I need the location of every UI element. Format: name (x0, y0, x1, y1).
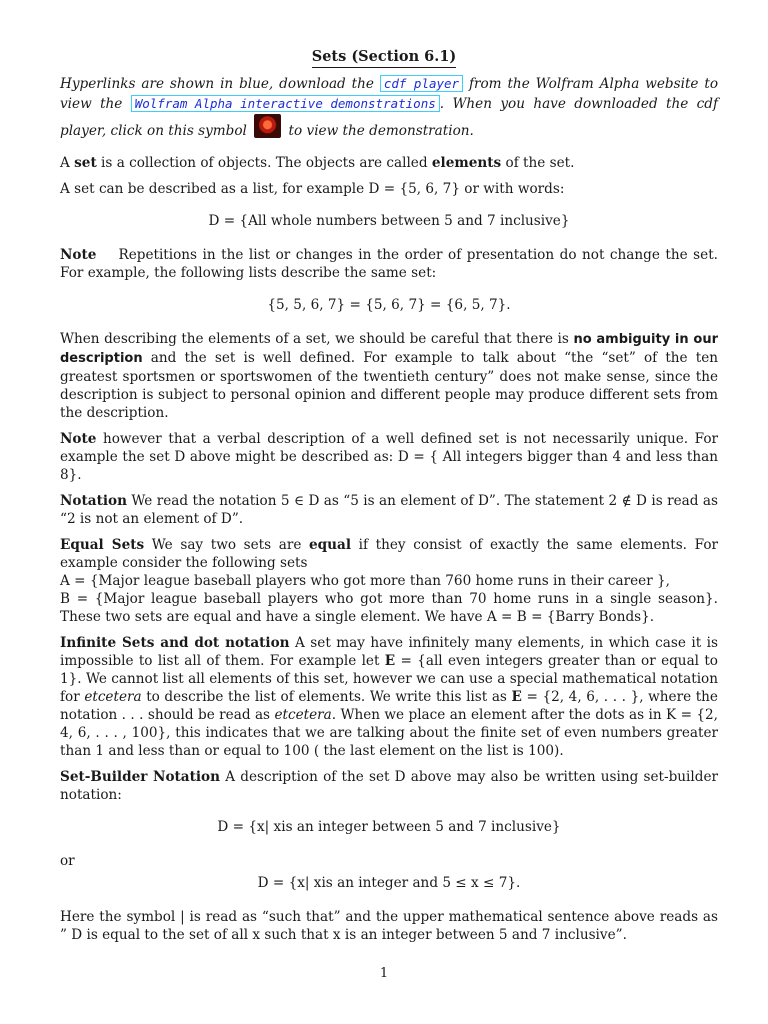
intro-paragraph: Hyperlinks are shown in blue, download the cdf player from the Wolfram Alpha website to view the Wolfram Alpha interactive demonstrations . When you have downloaded the cdf player, click on this symbol to view the demonstration. (60, 76, 719, 139)
equation-d-words: D = {All whole numbers between 5 and 7 inclusive} (208, 213, 570, 229)
cdf-player-link[interactable]: cdf player (380, 75, 463, 92)
set-definition: A set is a collection of objects. The objects are called elements of the set. (60, 155, 575, 171)
equation-set-builder-1: D = {x| xis an integer between 5 and 7 inclusive} (217, 819, 561, 835)
notation-paragraph: Notation We read the notation 5 ∈ D as “5 is an element of D”. The statement 2 ∉ D is read as “2 is not an element of D”. (60, 493, 718, 527)
page-title: Sets (Section 6.1) (0, 48, 768, 66)
wolfram-demonstrations-link[interactable]: Wolfram Alpha interactive demonstrations (131, 95, 440, 112)
equal-sets-paragraph: Equal Sets We say two sets are equal if they consist of exactly the same elements. For example consider the following sets A = {Major league baseball players who got more than 760 home runs in their career }, B = {Major league baseball players who got more than 70 home runs in a single season}. These two sets are equal and have a single element. We have A = B = {Barry Bonds}. (60, 537, 719, 625)
cdf-demonstration-icon[interactable] (254, 114, 281, 138)
document-body (60, 74, 718, 952)
note-verbal-description: Note however that a verbal description of a well defined set is not necessarily unique. For example the set D above might be described as: D = { All integers bigger than 4 and less than 8}. (60, 431, 718, 483)
equation-set-builder-2: D = {x| xis an integer and 5 ≤ x ≤ 7}. (257, 875, 521, 891)
page-number: 1 (379, 966, 389, 981)
infinite-sets-paragraph: Infinite Sets and dot notation A set may have infinitely many elements, in which case it is impossible to list all of them. For example let E = {all even integers greater than or equal to 1}. We cannot list all elements of this set, however we can use a special mathematical notation for etcetera to describe the list of elements. We write this list as E = {2, 4, 6, . . . }, where the notation . . . should be read as etcetera. When we place an element after the dots as in K = {2, 4, 6, . . . , 100}, this indicates that we are talking about the finite set of even numbers greater than 1 and less than or equal to 100 ( the last element on the list is 100). (60, 635, 719, 759)
note-repetitions: Note Repetitions in the list or changes in the order of presentation do not change the set. For example, the following lists describe the same set: (60, 247, 718, 281)
or-text: or (60, 853, 75, 869)
set-list-description: A set can be described as a list, for example D = {5, 6, 7} or with words: (60, 181, 565, 197)
equation-same-set: {5, 5, 6, 7} = {5, 6, 7} = {6, 5, 7}. (267, 297, 511, 313)
ambiguity-paragraph: When describing the elements of a set, we should be careful that there is no ambiguity in our description and the set is well defined. For example to talk about “the “set” of the ten greatest sportsmen or sportswomen of the twentieth century” does not make sense, since the description is subject to personal opinion and different people may produce different sets from the description. (60, 331, 719, 421)
set-builder-paragraph: Set-Builder Notation A description of the set D above may also be written using set-builder notation: (60, 769, 718, 803)
such-that-paragraph: Here the symbol | is read as “such that” and the upper mathematical sentence above reads as ” D is equal to the set of all x such that x is an integer between 5 and 7 inclusive”. (60, 909, 718, 943)
